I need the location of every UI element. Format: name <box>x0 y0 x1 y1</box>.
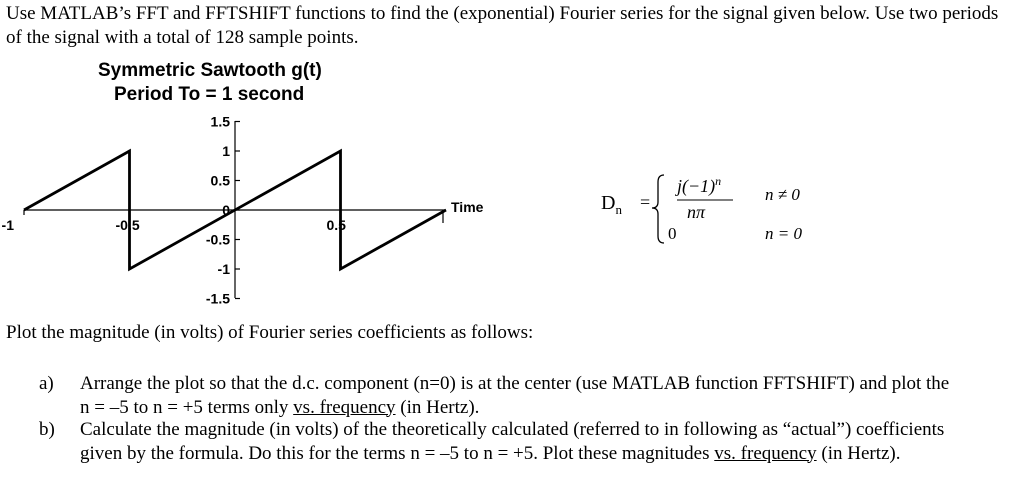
case1-condition: n ≠ 0 <box>765 185 800 204</box>
item-a-label: a) <box>39 373 54 394</box>
y-tick-label: 0.5 <box>210 172 230 189</box>
y-tick-label: -0.5 <box>205 231 230 248</box>
item-b-text-part2: (in Hertz). <box>816 442 901 464</box>
case2-condition: n = 0 <box>765 224 802 243</box>
formula-subscript: n <box>615 202 622 217</box>
y-tick-label: 1.5 <box>210 113 230 130</box>
y-tick-label: -1.5 <box>205 290 230 307</box>
x-axis-label: Time <box>451 199 484 215</box>
chart-title: Symmetric Sawtooth g(t) <box>98 60 322 81</box>
y-tick-label: -1 <box>217 261 230 277</box>
item-b-underlined: vs. frequency <box>714 442 817 464</box>
fraction-denominator: nπ <box>687 202 706 222</box>
item-a-text <box>80 372 950 419</box>
x-tick-label: -1 <box>1 217 14 233</box>
item-a-text-part2: (in Hertz). <box>395 396 480 418</box>
numerator-exponent: n <box>715 174 722 188</box>
chart-subtitle: Period To = 1 second <box>114 84 305 105</box>
y-tick-label: 1 <box>222 143 230 159</box>
formula-d: D <box>601 192 616 214</box>
formula-equals: = <box>640 192 651 212</box>
y-tick-label: 0 <box>222 202 230 218</box>
case2-value: 0 <box>668 224 677 243</box>
item-b-text <box>80 418 950 465</box>
item-a-underlined: vs. frequency <box>293 396 396 418</box>
item-b-text-part1: Calculate the magnitude (in volts) of the theoretically calculated (referred to in following as “actual”) coefficients given by the formula. Do this for the terms n = –5 to n = +5. Plot these magnitudes <box>80 419 945 464</box>
numerator-text: j(−1) <box>677 176 716 196</box>
x-tick-label: 0.5 <box>326 217 346 233</box>
intro-paragraph: Use MATLAB’s FFT and FFTSHIFT functions to find the (exponential) Fourier series for the signal given below. Use two periods of the signal with a total of 128 sample points. <box>6 3 999 48</box>
item-a-text-part1: Arrange the plot so that the d.c. component (n=0) is at the center (use MATLAB function FFTSHIFT) and plot the n = –5 to n = +5 terms only <box>80 373 950 418</box>
plot-instruction: Plot the magnitude (in volts) of Fourier series coefficients as follows: <box>6 322 534 343</box>
fraction-numerator <box>677 174 721 197</box>
item-b-label: b) <box>39 419 55 440</box>
x-tick-label: -0.5 <box>115 217 140 233</box>
